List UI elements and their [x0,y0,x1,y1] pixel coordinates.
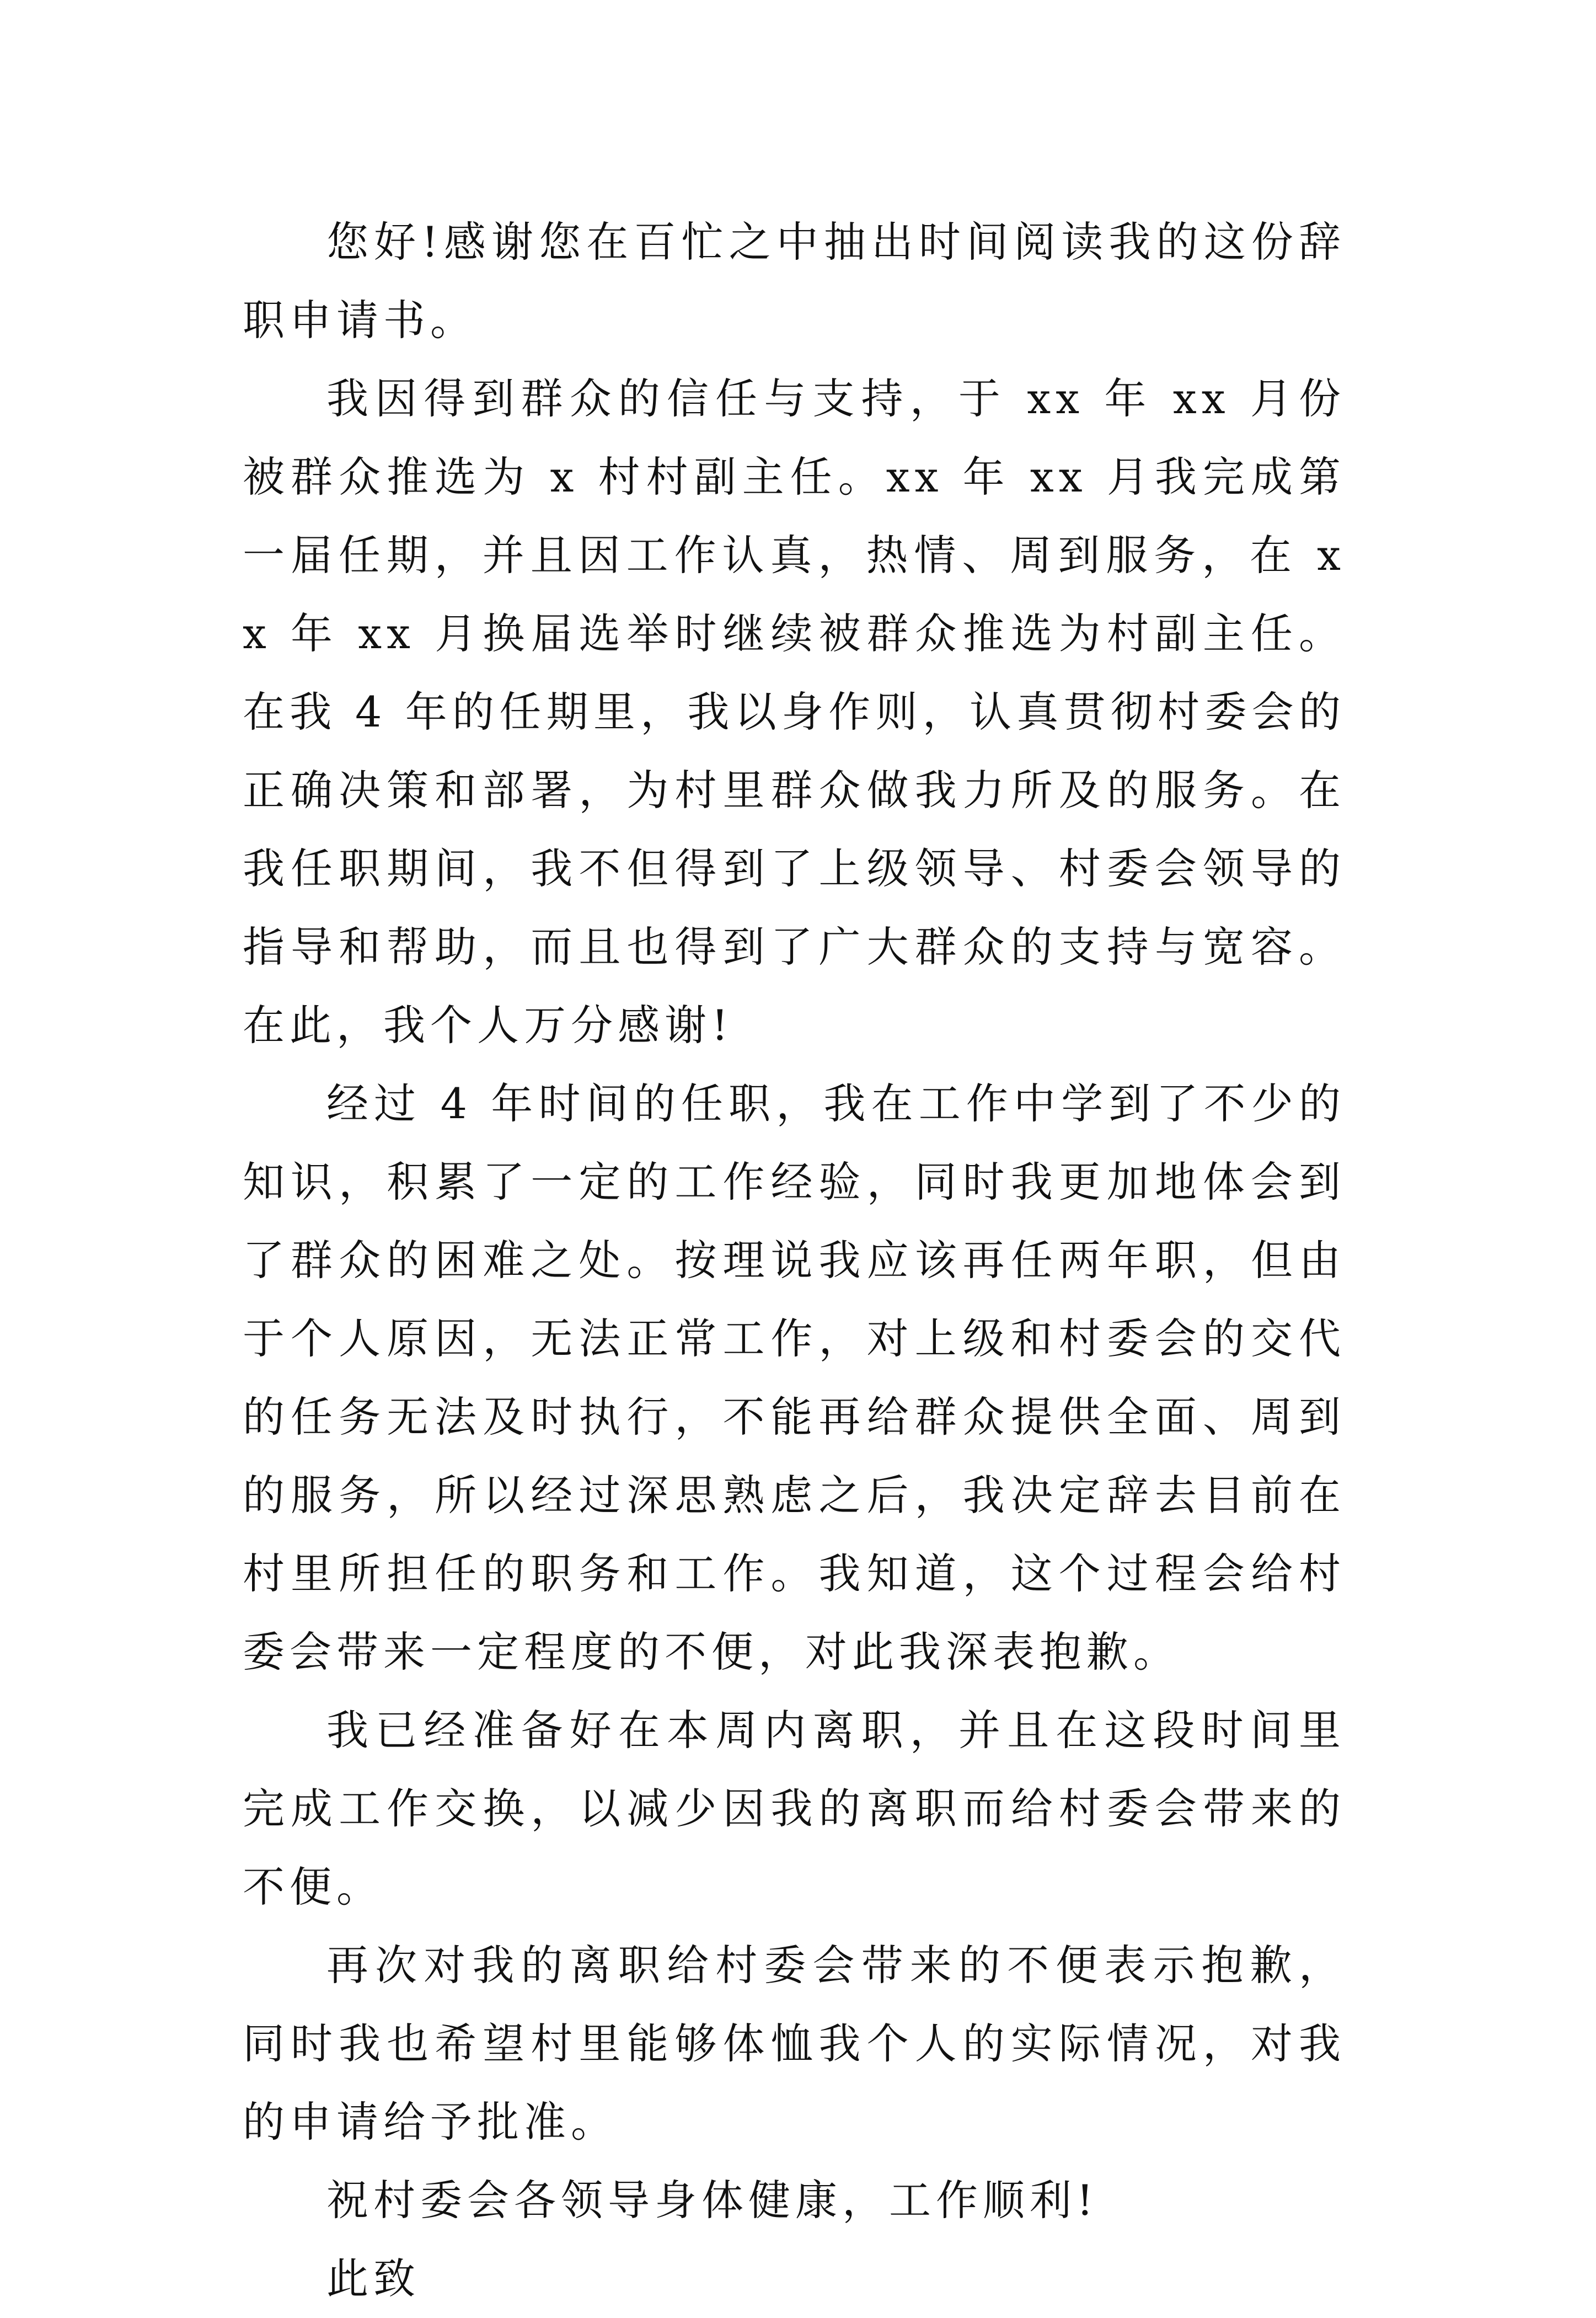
paragraph-closing: 此致 [326,2254,420,2303]
paragraph-greeting: 您好!感谢您在百忙之中抽出时间阅读我的这份辞职申请书。 [243,217,1346,345]
paragraph-handover: 我已经准备好在本周内离职，并且在这段时间里完成工作交换，以减少因我的离职而给村委会带来的不便。 [243,1706,1346,1911]
paragraph-apology: 再次对我的离职给村委会带来的不便表示抱歉，同时我也希望村里能够体恤我个人的实际情况，对我的申请给予批准。 [243,1941,1346,2146]
paragraph-background: 我因得到群众的信任与支持，于 xx 年 xx 月份被群众推选为 x 村村副主任。xx 年 xx 月我完成第一届任期，并且因工作认真，热情、周到服务，在 xx 年 xx 月换届选举时继续被群众推选为村副主任。在我 4 年的任期里，我以身作则，认真贯彻村委会的正确决策和部署，为村里群众做我力所及的服务。在我任职期间，我不但得到了上级领导、村委会领导的指导和帮助，而且也得到了广大群众的支持与宽容。在此，我个人万分感谢! [243,374,1346,1050]
paragraph-wishes: 祝村委会各领导身体健康，工作顺利! [326,2176,1099,2225]
letter-body [243,203,1346,2318]
paragraph-reason: 经过 4 年时间的任职，我在工作中学到了不少的知识，积累了一定的工作经验，同时我更加地体会到了群众的困难之处。按理说我应该再任两年职，但由于个人原因，无法正常工作，对上级和村委会的交代的任务无法及时执行，不能再给群众提供全面、周到的服务，所以经过深思熟虑之后，我决定辞去目前在村里所担任的职务和工作。我知道，这个过程会给村委会带来一定程度的不便，对此我深表抱歉。 [243,1079,1346,1676]
